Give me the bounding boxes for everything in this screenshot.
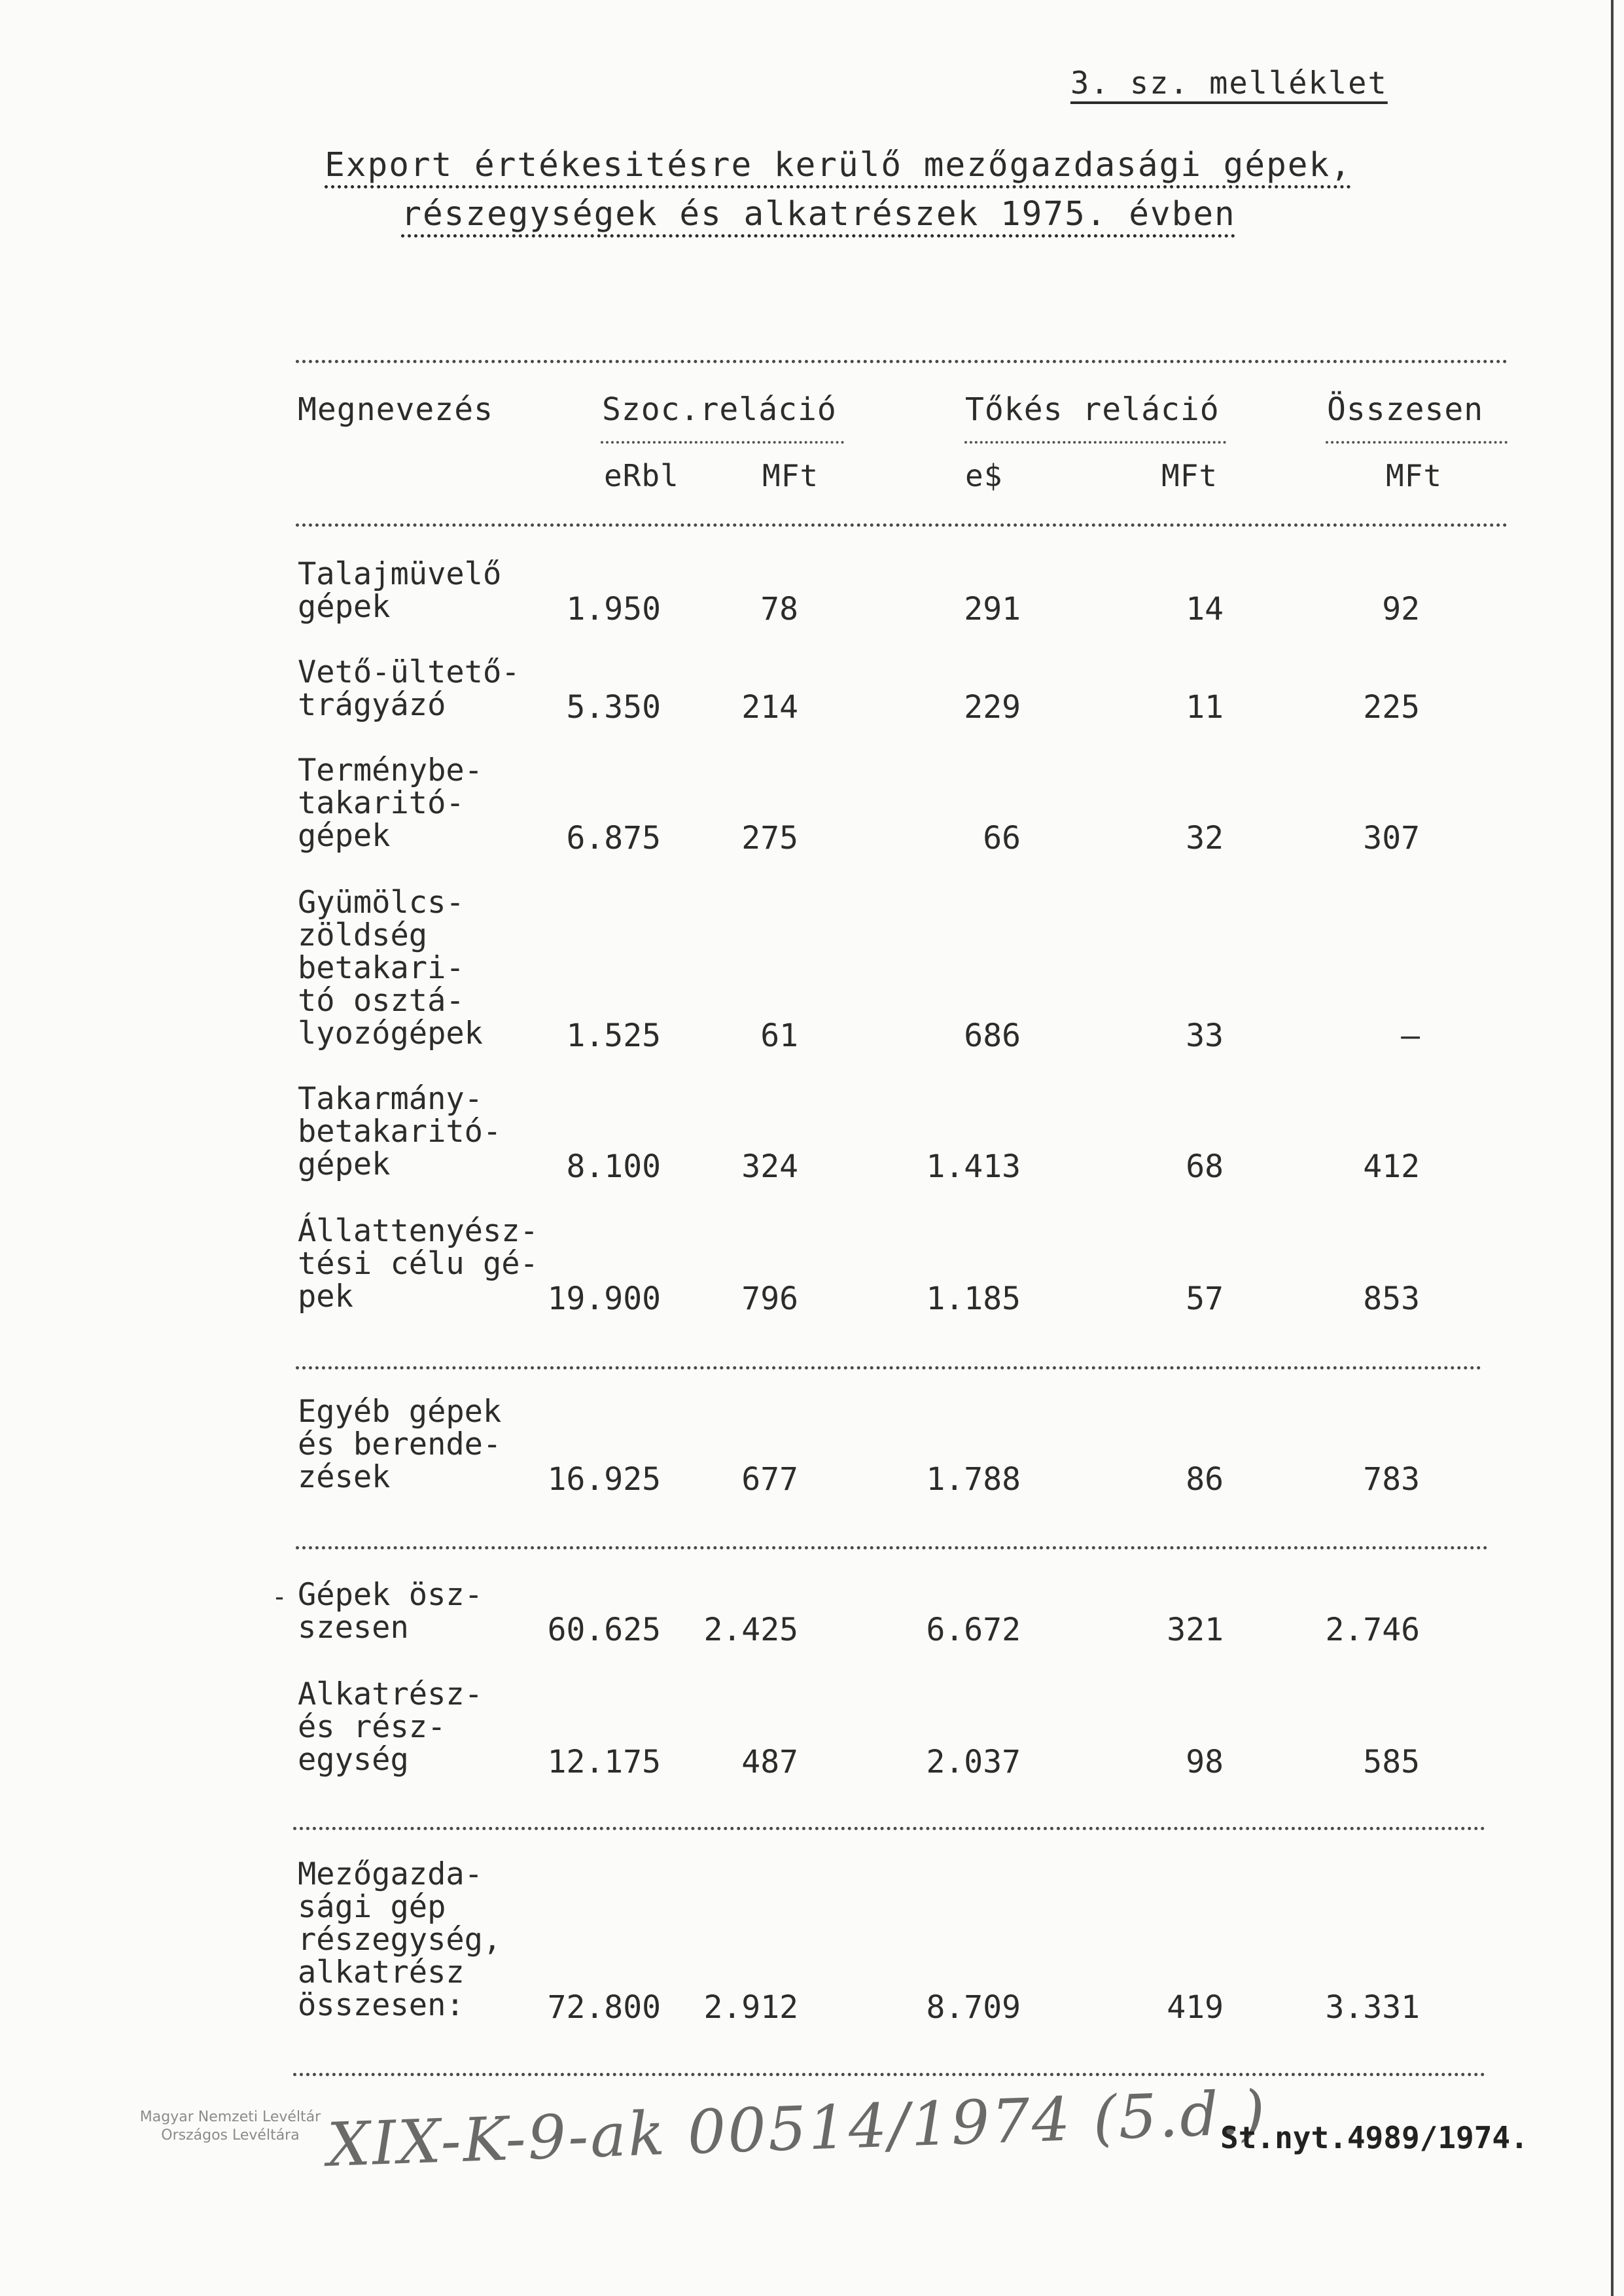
cell-eusd: 1.413 bbox=[926, 1148, 1021, 1185]
cell-erbl: 1.950 bbox=[566, 591, 661, 627]
stamp-line-1: Magyar Nemzeti Levéltár bbox=[139, 2109, 321, 2125]
section-rule bbox=[293, 1827, 1485, 1830]
cell-mft-total: 2.746 bbox=[1325, 1612, 1420, 1648]
cell-eusd: 8.709 bbox=[926, 1989, 1021, 2026]
annex-label: 3. sz. melléklet bbox=[1070, 65, 1388, 101]
handwritten-archive-reference: XIX-K-9-ak 00514/1974 (5.d.) bbox=[326, 2077, 1268, 2181]
cell-erbl: 6.875 bbox=[566, 820, 661, 857]
cell-mft-cap: 321 bbox=[1167, 1612, 1224, 1648]
cell-mft-soc: 275 bbox=[741, 820, 798, 857]
cell-mft-total: 307 bbox=[1363, 820, 1420, 857]
cell-mft-soc: 324 bbox=[741, 1148, 798, 1185]
table-bottom-rule bbox=[293, 2073, 1485, 2076]
cell-mft-total: 92 bbox=[1382, 591, 1420, 627]
cell-eusd: 2.037 bbox=[926, 1744, 1021, 1780]
cell-mft-total: – bbox=[1401, 1017, 1420, 1054]
row-label: Mezőgazda- sági gép részegység, alkatrész összesen: bbox=[298, 1856, 502, 2023]
cell-mft-total: 853 bbox=[1363, 1280, 1420, 1317]
unit-soc-mft: MFt bbox=[762, 458, 819, 493]
header-name: Megnevezés bbox=[298, 391, 493, 428]
cell-mft-soc: 2.425 bbox=[703, 1612, 798, 1648]
cell-erbl: 72.800 bbox=[547, 1989, 661, 2026]
title-line-2: részegységek és alkatrészek 1975. évben bbox=[401, 195, 1236, 234]
cell-mft-soc: 487 bbox=[741, 1744, 798, 1780]
header-soc-relation: Szoc.reláció bbox=[602, 391, 837, 428]
cell-mft-cap: 33 bbox=[1186, 1017, 1224, 1054]
section-rule bbox=[296, 1366, 1481, 1369]
page-edge-line bbox=[1611, 0, 1614, 2296]
row-label: Gépek ösz- szesen bbox=[298, 1577, 483, 1646]
cell-mft-cap: 419 bbox=[1167, 1989, 1224, 2026]
cell-erbl: 19.900 bbox=[547, 1280, 661, 1317]
cell-mft-cap: 14 bbox=[1186, 591, 1224, 627]
row-label: Állattenyész- tési célu gé- pek bbox=[298, 1213, 538, 1315]
cell-erbl: 8.100 bbox=[566, 1148, 661, 1185]
soc-underline bbox=[601, 441, 844, 444]
unit-total-mft: MFt bbox=[1386, 458, 1443, 493]
header-bottom-rule bbox=[296, 523, 1508, 527]
margin-mark: - bbox=[272, 1582, 288, 1612]
row-label: Vető-ültető- trágyázó bbox=[298, 654, 520, 723]
reference-number: St.nyt.4989/1974. bbox=[1220, 2120, 1528, 2155]
cell-mft-cap: 68 bbox=[1186, 1148, 1224, 1185]
row-label: Terménybe- takaritó- gépek bbox=[298, 752, 483, 854]
cell-mft-cap: 57 bbox=[1186, 1280, 1224, 1317]
cell-mft-soc: 677 bbox=[741, 1461, 798, 1498]
cell-mft-total: 3.331 bbox=[1325, 1989, 1420, 2026]
cell-mft-total: 783 bbox=[1363, 1461, 1420, 1498]
header-total: Összesen bbox=[1327, 391, 1484, 428]
unit-cap-eusd: e$ bbox=[965, 458, 1003, 493]
cell-mft-cap: 32 bbox=[1186, 820, 1224, 857]
cell-erbl: 12.175 bbox=[547, 1744, 661, 1780]
header-capitalist-relation: Tőkés reláció bbox=[965, 391, 1220, 428]
cell-mft-total: 412 bbox=[1363, 1148, 1420, 1185]
stamp-line-2: Országos Levéltára bbox=[161, 2127, 300, 2144]
row-label: Alkatrész- és rész- egység bbox=[298, 1676, 483, 1778]
cell-erbl: 60.625 bbox=[547, 1612, 661, 1648]
cell-mft-cap: 86 bbox=[1186, 1461, 1224, 1498]
row-label: Takarmány- betakaritó- gépek bbox=[298, 1081, 502, 1182]
unit-soc-erbl: eRbl bbox=[604, 458, 679, 493]
cap-underline bbox=[964, 441, 1226, 444]
archive-stamp bbox=[126, 2108, 335, 2145]
row-label: Egyéb gépek és berende- zések bbox=[298, 1394, 502, 1495]
unit-cap-mft: MFt bbox=[1161, 458, 1218, 493]
table-top-rule bbox=[296, 360, 1508, 363]
cell-erbl: 16.925 bbox=[547, 1461, 661, 1498]
cell-mft-soc: 796 bbox=[741, 1280, 798, 1317]
cell-eusd: 66 bbox=[983, 820, 1021, 857]
cell-mft-total: 585 bbox=[1363, 1744, 1420, 1780]
cell-eusd: 6.672 bbox=[926, 1612, 1021, 1648]
row-label: Talajmüvelő gépek bbox=[298, 556, 502, 625]
cell-mft-cap: 11 bbox=[1186, 689, 1224, 726]
cell-eusd: 686 bbox=[964, 1017, 1021, 1054]
cell-erbl: 1.525 bbox=[566, 1017, 661, 1054]
cell-mft-soc: 78 bbox=[760, 591, 798, 627]
total-underline bbox=[1326, 441, 1508, 444]
section-rule bbox=[296, 1546, 1488, 1549]
cell-eusd: 229 bbox=[964, 689, 1021, 726]
cell-eusd: 1.185 bbox=[926, 1280, 1021, 1317]
cell-mft-soc: 2.912 bbox=[703, 1989, 798, 2026]
cell-erbl: 5.350 bbox=[566, 689, 661, 726]
row-label: Gyümölcs- zöldség betakari- tó osztá- lyozógépek bbox=[298, 885, 483, 1051]
cell-mft-soc: 214 bbox=[741, 689, 798, 726]
title-line-1: Export értékesitésre kerülő mezőgazdasági gépek, bbox=[325, 146, 1352, 185]
cell-eusd: 291 bbox=[964, 591, 1021, 627]
cell-mft-cap: 98 bbox=[1186, 1744, 1224, 1780]
cell-mft-total: 225 bbox=[1363, 689, 1420, 726]
cell-mft-soc: 61 bbox=[760, 1017, 798, 1054]
cell-eusd: 1.788 bbox=[926, 1461, 1021, 1498]
